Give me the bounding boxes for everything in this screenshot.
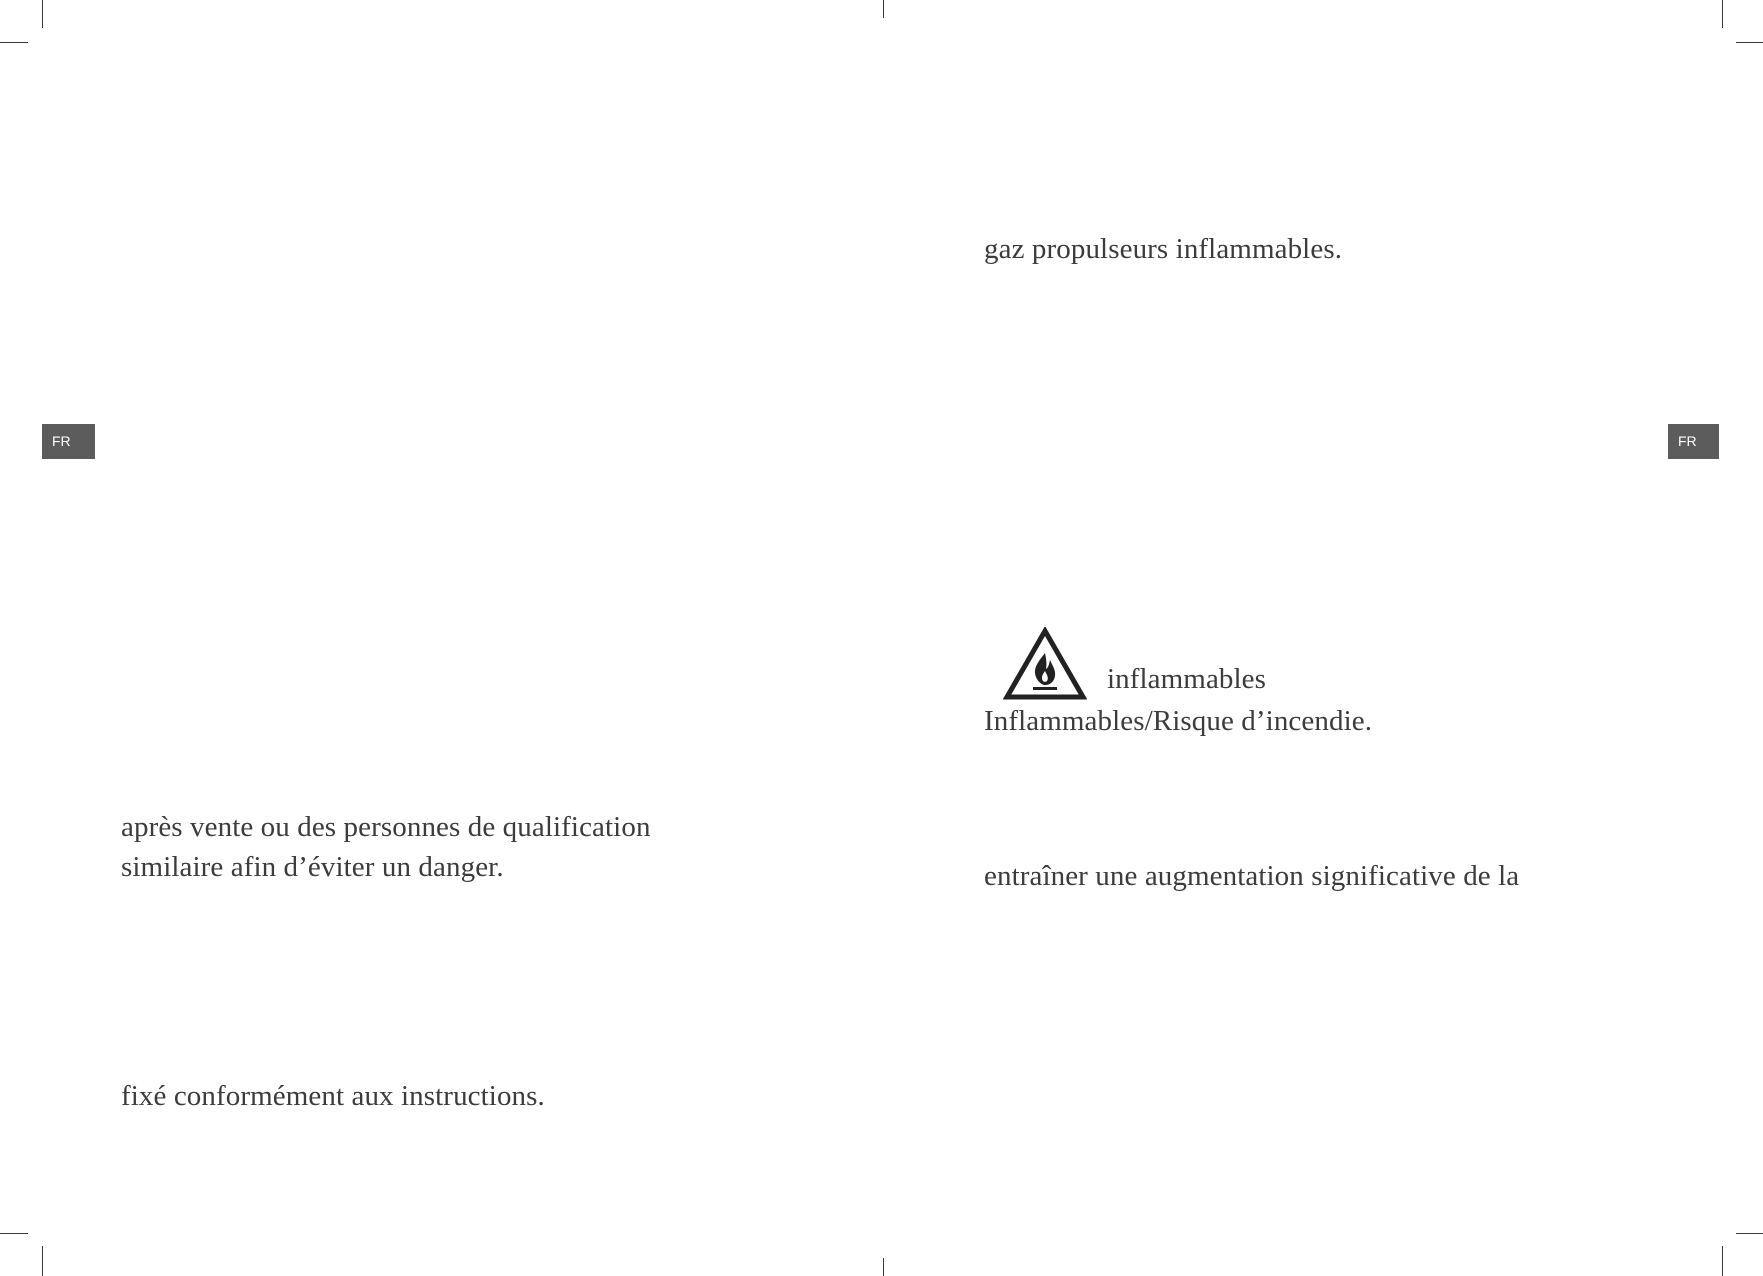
crop-mark <box>0 1233 28 1234</box>
text-line: Inflammables/Risque d’incendie. <box>984 705 1373 737</box>
text-line: fixé conformément aux instructions. <box>121 1080 545 1112</box>
language-tab-right: FR <box>1668 424 1719 459</box>
language-tab-left: FR <box>42 424 95 459</box>
crop-mark <box>883 1258 884 1276</box>
crop-mark <box>42 1246 43 1276</box>
flammable-warning-icon <box>1003 627 1087 701</box>
crop-mark <box>42 0 43 28</box>
text-line: gaz propulseurs inflammables. <box>984 233 1343 265</box>
crop-mark <box>883 0 884 18</box>
text-line: similaire afin d’éviter un danger. <box>121 851 504 883</box>
text-line: inflammables <box>1107 663 1267 695</box>
crop-mark <box>0 42 28 43</box>
text-line: entraîner une augmentation significative de la <box>984 860 1520 892</box>
crop-mark <box>1736 42 1763 43</box>
crop-mark <box>1736 1233 1763 1234</box>
crop-mark <box>1722 0 1723 28</box>
text-line: après vente ou des personnes de qualification <box>121 811 651 843</box>
crop-mark <box>1722 1246 1723 1276</box>
